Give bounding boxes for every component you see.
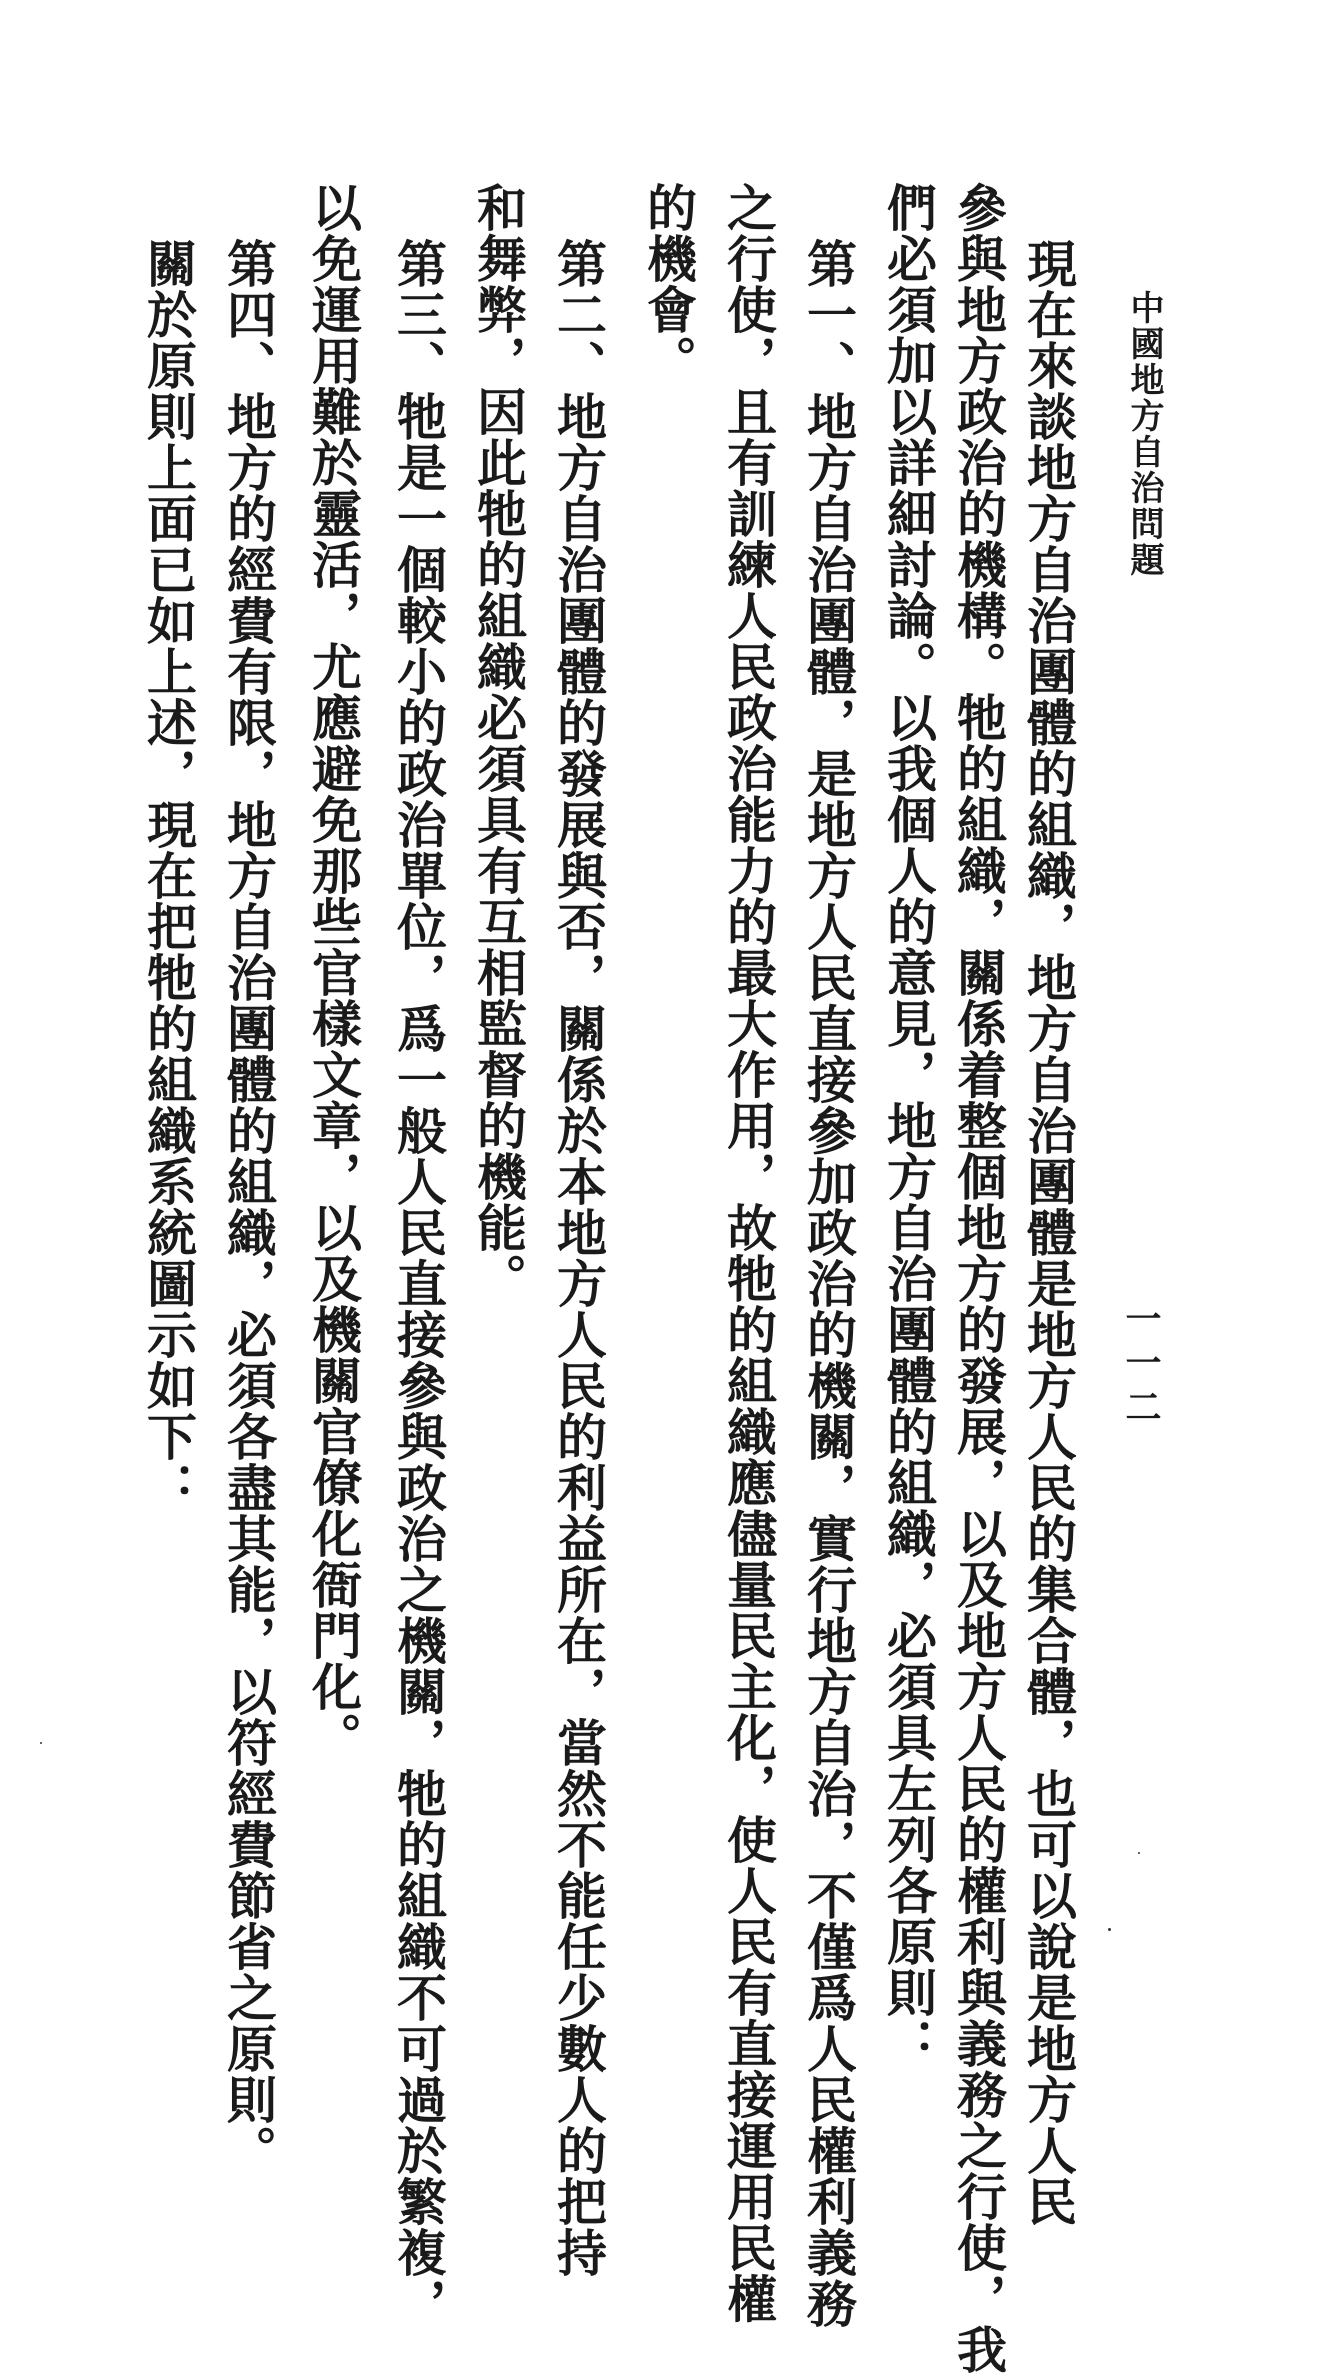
text-line: 和舞弊，因此牠的組織必須具有互相監督的機能。 bbox=[469, 182, 528, 1304]
text-line: 的機會。 bbox=[639, 182, 698, 386]
scan-speck bbox=[1108, 1928, 1111, 1931]
text-line: 現在來談地方自治團體的組織，地方自治團體是地方人民的集合體，也可以說是地方人民 bbox=[1019, 238, 1078, 2227]
text-line: 第四、地方的經費有限，地方自治團體的組織，必須各盡其能，以符經費節省之原則。 bbox=[219, 238, 278, 2176]
text-line: 參與地方政治的機構。牠的組織，關係着整個地方的發展，以及地方人民的權利與義務之行使，我 bbox=[949, 182, 1008, 2375]
text-line: 第二、地方自治團體的發展與否，關係於本地方人民的利益所在，當然不能任少數人的把持 bbox=[549, 238, 608, 2278]
page-number: 一一二 bbox=[1120, 1300, 1162, 1432]
text-line: 以免運用難於靈活，尤應避免那些官樣文章，以及機關官僚化衙門化。 bbox=[304, 182, 363, 1763]
text-line: 之行使，且有訓練人民政治能力的最大作用，故牠的組織應儘量民主化，使人民有直接運用民權 bbox=[719, 182, 778, 2324]
text-line: 第三、牠是一個較小的政治單位，爲一般人民直接參與政治之機關，牠的組織不可過於繁複， bbox=[389, 238, 448, 2329]
text-line: 第一、地方自治團體，是地方人民直接參加政治的機關，實行地方自治，不僅爲人民權利義務 bbox=[799, 238, 858, 2329]
text-line: 關於原則上面已如上述，現在把牠的組織系統圖示如下： bbox=[139, 238, 198, 1513]
running-title: 中國地方自治問題 bbox=[1124, 290, 1164, 578]
scan-speck bbox=[40, 1742, 42, 1744]
scan-speck bbox=[1138, 1852, 1140, 1854]
text-line: 們必須加以詳細討論。以我個人的意見，地方自治團體的組織，必須具左列各原則： bbox=[879, 182, 938, 2069]
